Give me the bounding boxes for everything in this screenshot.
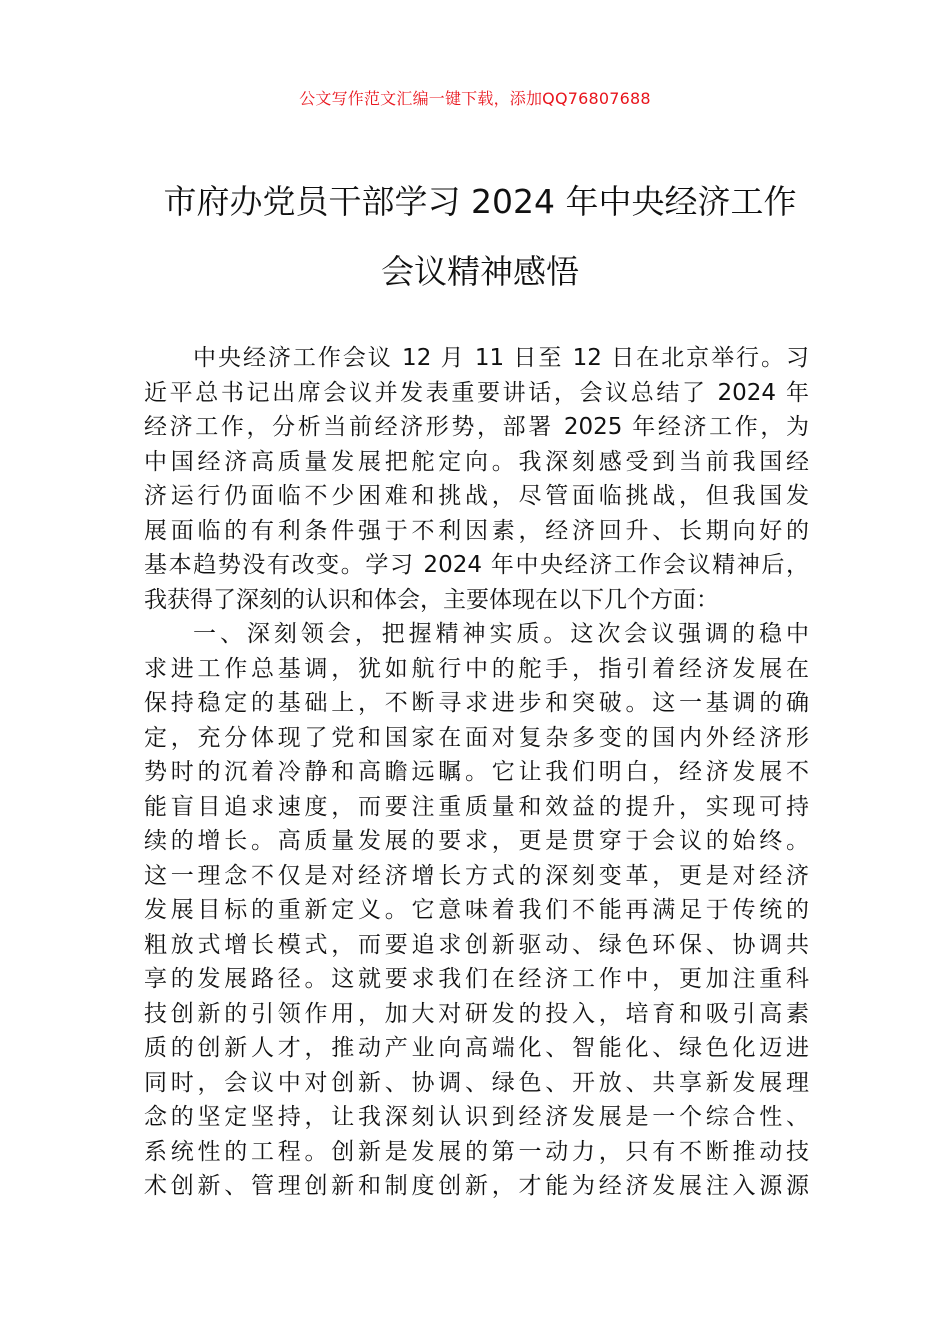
paragraph-1-line: 中央经济工作会议 12 月 11 日至 12 日在北京举行。习 [193,345,809,371]
paragraph-1-line: 基本趋势没有改变。学习 2024 年中央经济工作会议精神后， [144,552,809,578]
paragraph-2-line: 这一理念不仅是对经济增长方式的深刻变革，更是对经济 [144,862,809,889]
paragraph-2-line: 定，充分体现了党和国家在面对复杂多变的国内外经济形 [144,724,809,751]
paragraph-1-line: 近平总书记出席会议并发表重要讲话，会议总结了 2024 年 [144,379,809,406]
document-body [144,341,809,1204]
paragraph-2-line: 续的增长。高质量发展的要求，更是贯穿于会议的始终。 [144,828,809,854]
paragraph-2-line: 系统性的工程。创新是发展的第一动力，只有不断推动技 [144,1138,809,1165]
paragraph-1-line: 济运行仍面临不少困难和挑战，尽管面临挑战，但我国发 [144,483,809,509]
paragraph-2-line: 享的发展路径。这就要求我们在经济工作中，更加注重科 [144,966,809,992]
paragraph-1-line: 我获得了深刻的认识和体会，主要体现在以下几个方面： [144,586,719,613]
paragraph-2-line: 同时，会议中对创新、协调、绿色、开放、共享新发展理 [144,1069,809,1096]
paragraph-2-line: 求进工作总基调，犹如航行中的舵手，指引着经济发展在 [144,655,809,682]
paragraph-2-line: 技创新的引领作用，加大对研发的投入，培育和吸引高素 [144,1000,809,1027]
paragraph-2-line: 能盲目追求速度，而要注重质量和效益的提升，实现可持 [144,793,809,820]
paragraph-2-line: 势时的沉着冷静和高瞻远瞩。它让我们明白，经济发展不 [144,759,809,785]
paragraph-2-line: 念的坚定坚持，让我深刻认识到经济发展是一个综合性、 [144,1104,809,1130]
document-title-line-2: 会议精神感悟 [381,252,579,291]
document-title-line-1: 市府办党员干部学习 2024 年中央经济工作 [163,182,797,221]
paragraph-2-line: 发展目标的重新定义。它意味着我们不能再满足于传统的 [144,897,809,923]
paragraph-1-line: 展面临的有利条件强于不利因素，经济回升、长期向好的 [144,517,809,544]
paragraph-2-line: 保持稳定的基础上，不断寻求进步和突破。这一基调的确 [144,690,809,716]
paragraph-2-line: 术创新、管理创新和制度创新，才能为经济发展注入源源 [144,1173,809,1199]
paragraph-1-line: 经济工作，分析当前经济形势，部署 2025 年经济工作，为 [144,414,809,440]
paragraph-2-line: 粗放式增长模式，而要追求创新驱动、绿色环保、协调共 [144,931,809,958]
paragraph-1-line: 中国经济高质量发展把舵定向。我深刻感受到当前我国经 [144,448,809,475]
paragraph-2-line: 质的创新人才，推动产业向高端化、智能化、绿色化迈进 [144,1035,809,1061]
section-1-heading-line: 一、深刻领会，把握精神实质。这次会议强调的稳中 [193,621,809,647]
download-notice: 公文写作范文汇编一键下载，添加QQ76807688 [299,89,651,108]
